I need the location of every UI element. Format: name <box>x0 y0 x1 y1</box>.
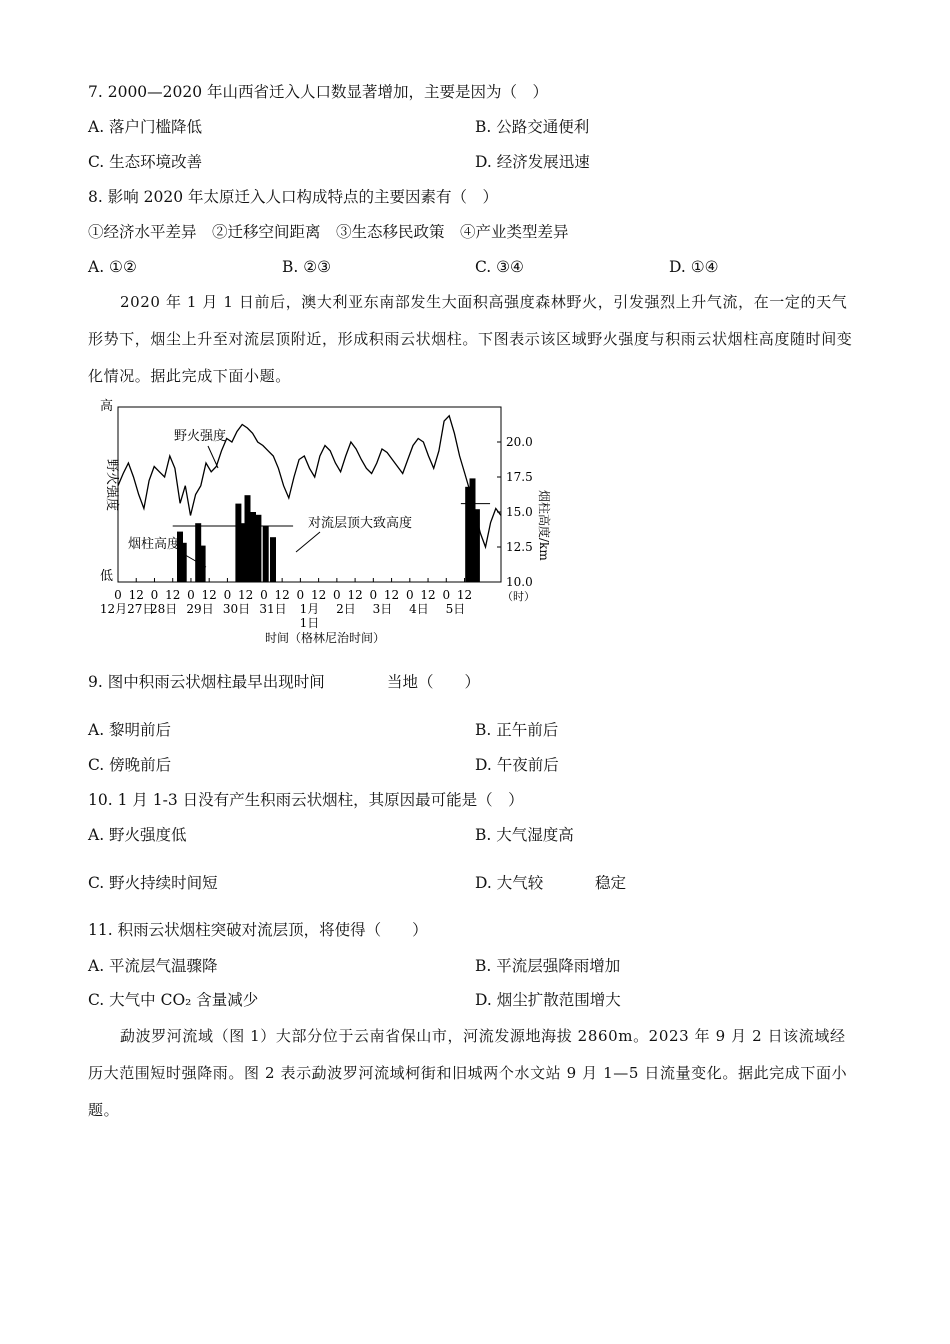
day-label-9: 5日 <box>445 602 466 616</box>
right-axis-ticks <box>497 435 533 589</box>
plume-bar-6 <box>245 495 251 582</box>
q10-stem: 10. 1 月 1-3 日没有产生积雨云状烟柱，其原因最可能是（ ） <box>88 791 524 809</box>
x-axis-day-labels <box>100 602 465 630</box>
q8-option-d[interactable]: D. ①④ <box>669 258 719 276</box>
x-tick-label-5: 12 <box>201 588 217 602</box>
q10-option-d-tail: 稳定 <box>595 874 627 892</box>
q7-option-a[interactable]: A. 落户门槛降低 <box>88 118 203 136</box>
right-tick-label-2: 15.0 <box>506 505 533 519</box>
x-tick-label-9: 12 <box>274 588 290 602</box>
plume-bar-9 <box>263 526 269 582</box>
q11-stem: 11. 积雨云状烟柱突破对流层顶，将使得（ ） <box>88 921 428 939</box>
day-label-3: 30日 <box>222 602 251 616</box>
q7-option-b[interactable]: B. 公路交通便利 <box>475 118 590 136</box>
left-axis-top: 高 <box>100 399 114 414</box>
right-tick-label-3: 17.5 <box>506 470 533 484</box>
day-label-6: 2日 <box>336 602 356 616</box>
x-tick-label-8: 0 <box>260 588 268 602</box>
q9-stem: 9. 图中积雨云状烟柱最早出现时间 <box>88 673 325 691</box>
q11-option-c[interactable]: C. 大气中 CO₂ 含量减少 <box>88 991 259 1009</box>
x-tick-label-14: 0 <box>369 588 378 602</box>
q10-option-a[interactable]: A. 野火强度低 <box>88 826 187 844</box>
plume-annotation: 烟柱高度 <box>128 537 181 552</box>
q9-option-a[interactable]: A. 黎明前后 <box>88 721 172 739</box>
x-tick-label-13: 12 <box>347 588 363 602</box>
day-label-7: 3日 <box>372 602 393 616</box>
x-tick-label-2: 0 <box>150 588 159 602</box>
wildfire-chart <box>90 392 551 654</box>
right-tick-label-1: 12.5 <box>506 540 533 554</box>
q9-option-d[interactable]: D. 午夜前后 <box>475 756 559 774</box>
day-label-0: 12月27日 <box>99 602 155 616</box>
x-tick-label-4: 0 <box>187 588 195 602</box>
plume-bar-8 <box>255 515 261 582</box>
right-tick-label-0: 10.0 <box>506 575 533 589</box>
q8-items: ①经济水平差异 ②迁移空间距离 ③生态移民政策 ④产业类型差异 <box>88 223 569 241</box>
x-tick-label-7: 12 <box>238 588 254 602</box>
left-axis-label: 野火强度 <box>104 459 119 512</box>
right-axis-label: 烟柱高度/km <box>537 490 551 561</box>
q7-option-d[interactable]: D. 经济发展迅速 <box>475 153 590 171</box>
left-axis-bottom: 低 <box>100 569 114 584</box>
tropopause-annotation: 对流层顶大致高度 <box>308 516 413 531</box>
q10-option-b[interactable]: B. 大气湿度高 <box>475 826 574 844</box>
q11-option-a[interactable]: A. 平流层气温骤降 <box>88 957 218 975</box>
plume-bar-10 <box>270 537 276 582</box>
x-tick-label-3: 12 <box>165 588 181 602</box>
q11-option-b[interactable]: B. 平流层强降雨增加 <box>475 957 621 975</box>
day-label-2: 29日 <box>186 602 214 616</box>
x-tick-label-16: 0 <box>405 588 414 602</box>
tropopause-annotation-arrow <box>296 532 320 552</box>
q8-option-a[interactable]: A. ①② <box>88 258 137 276</box>
x-unit: （时） <box>502 590 535 603</box>
q7-stem: 7. 2000—2020 年山西省迁入人口数显著增加，主要是因为（ ） <box>88 83 549 101</box>
passage-wildfire: 2020 年 1 月 1 日前后，澳大利亚东南部发生大面积高强度森林野火，引发强烈上升气流，在一定的天气形势下，烟尘上升至对流层顶附近，形成积雨云状烟柱。下图表示该区域野火强度与积雨云状烟柱高度随时间变化情况。据此完成下面小题。 <box>88 293 853 385</box>
x-tick-label-15: 12 <box>383 588 400 602</box>
x-tick-label-1: 12 <box>128 588 144 602</box>
x-tick-label-19: 12 <box>456 588 473 602</box>
q10-option-c[interactable]: C. 野火持续时间短 <box>88 874 218 892</box>
q7-option-c[interactable]: C. 生态环境改善 <box>88 153 203 171</box>
plume-bar-1 <box>181 543 187 582</box>
plume-bar-7 <box>250 512 256 582</box>
x-tick-label-10: 0 <box>296 588 305 602</box>
plume-bar-13 <box>474 509 480 582</box>
x-axis-label: 时间（格林尼治时间） <box>265 631 386 645</box>
x-tick-label-6: 0 <box>223 588 232 602</box>
q9-stem-tail: 当地（ ） <box>387 673 481 691</box>
day-label-5-1: 1日 <box>299 616 320 630</box>
q11-option-d[interactable]: D. 烟尘扩散范围增大 <box>475 991 621 1009</box>
q9-option-c[interactable]: C. 傍晚前后 <box>88 756 172 774</box>
day-label-8: 4日 <box>409 602 429 616</box>
x-tick-label-12: 0 <box>333 588 341 602</box>
q10-option-d[interactable]: D. 大气较 <box>475 874 544 892</box>
x-tick-label-11: 12 <box>310 588 327 602</box>
passage-river: 勐波罗河流域（图 1）大部分位于云南省保山市，河流发源地海拔 2860m。2023 年 9 月 2 日该流域经历大范围短时强降雨。图 2 表示勐波罗河流域柯街和旧城两个水文站 9 月 1—5 日流量变化。据此完成下面小题。 <box>88 1027 848 1119</box>
day-label-1: 28日 <box>149 602 178 616</box>
plume-bar-4 <box>235 504 241 582</box>
fire-annotation: 野火强度 <box>174 429 227 444</box>
fire-annotation-arrow <box>208 446 218 468</box>
q9-option-b[interactable]: B. 正午前后 <box>475 721 559 739</box>
x-tick-label-17: 12 <box>420 588 436 602</box>
right-tick-label-4: 20.0 <box>506 435 533 449</box>
day-label-4: 31日 <box>259 602 287 616</box>
q8-stem: 8. 影响 2020 年太原迁入人口构成特点的主要因素有（ ） <box>88 188 499 206</box>
day-label-5-0: 1月 <box>299 602 320 616</box>
x-tick-label-0: 0 <box>114 588 122 602</box>
x-tick-label-18: 0 <box>442 588 451 602</box>
q8-option-b[interactable]: B. ②③ <box>282 258 332 276</box>
q8-option-c[interactable]: C. ③④ <box>475 258 524 276</box>
